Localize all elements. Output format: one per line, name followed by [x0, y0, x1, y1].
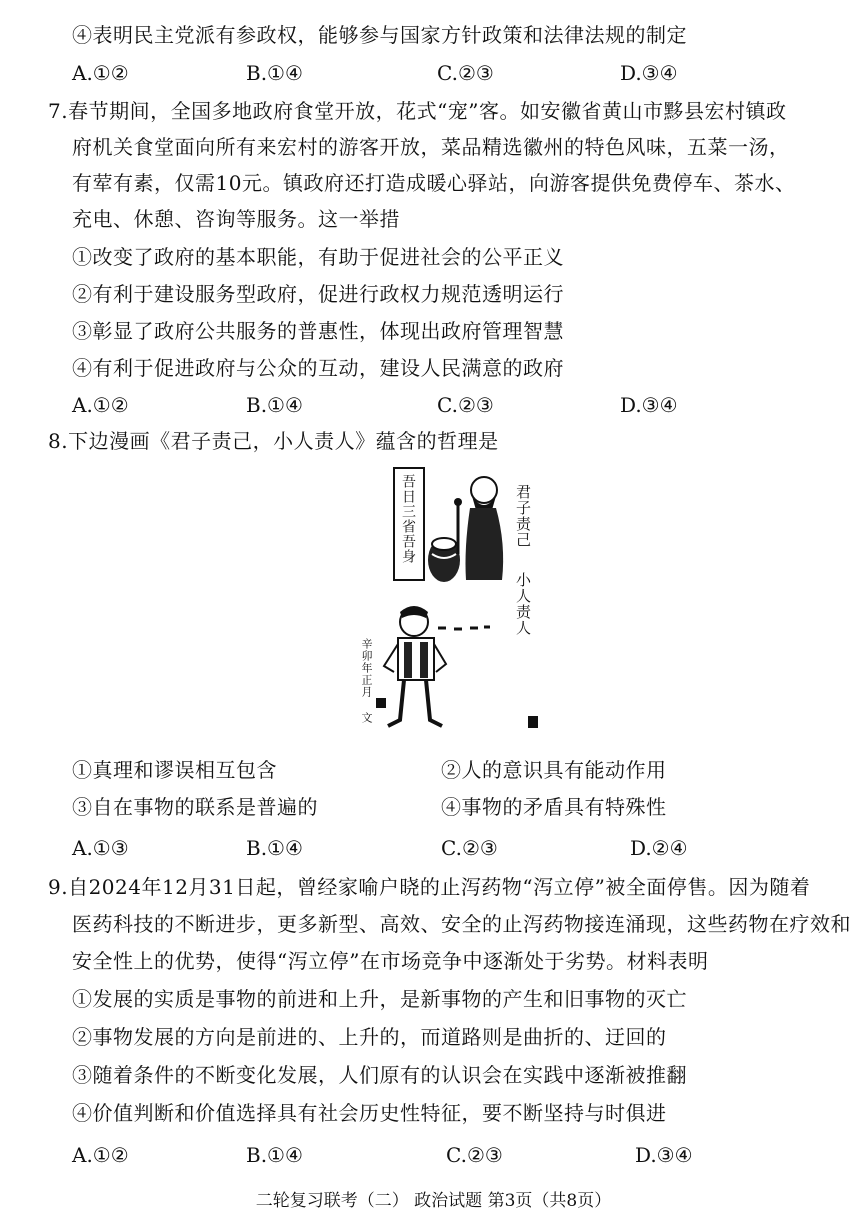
cartoon-caption-xiaoren: 小人责人	[514, 572, 532, 636]
q9-stem-line-3: 安全性上的优势，使得“泻立停”在市场竞争中逐渐处于劣势。材料表明	[72, 949, 709, 973]
q7-item-4: ④有利于促进政府与公众的互动，建设人民满意的政府	[72, 356, 564, 380]
q8-choice-a: A.①③	[72, 836, 129, 860]
q9-item-3: ③随着条件的不断变化发展，人们原有的认识会在实践中逐渐被推翻	[72, 1063, 687, 1087]
q7-choice-a: A.①②	[72, 393, 129, 417]
q7-stem-line-2: 府机关食堂面向所有来宏村的游客开放，菜品精选徽州的特色风味，五菜一汤，	[72, 135, 790, 159]
q6-choice-b: B.①④	[246, 61, 303, 85]
q7-choice-b: B.①④	[246, 393, 303, 417]
q9-choice-b: B.①④	[246, 1143, 303, 1167]
cartoon-caption-junzi: 君子责己	[514, 484, 532, 548]
q8-choice-d: D.②④	[630, 836, 688, 860]
q9-item-1: ①发展的实质是事物的前进和上升，是新事物的产生和旧事物的灭亡	[72, 987, 687, 1011]
q8-stem: 8.下边漫画《君子责己，小人责人》蕴含的哲理是	[48, 429, 499, 453]
q7-choice-d: D.③④	[620, 393, 678, 417]
q6-choice-d: D.③④	[620, 61, 678, 85]
q7-stem-line-4: 充电、休憩、咨询等服务。这一举措	[72, 207, 400, 231]
page-footer: 二轮复习联考（二） 政治试题 第3页（共8页）	[255, 1191, 612, 1211]
q7-item-2: ②有利于建设服务型政府，促进行政权力规范透明运行	[72, 282, 564, 306]
cartoon-signature: 辛卯年正月 文	[360, 638, 373, 724]
q8-item-3: ③自在事物的联系是普遍的	[72, 795, 318, 819]
q8-choice-b: B.①④	[246, 836, 303, 860]
q9-stem-line-2: 医药科技的不断进步，更多新型、高效、安全的止泻药物接连涌现，这些药物在疗效和	[72, 912, 851, 936]
q7-item-1: ①改变了政府的基本职能，有助于促进社会的公平正义	[72, 245, 564, 269]
cartoon-illustration	[332, 462, 580, 744]
q7-choice-c: C.②③	[437, 393, 494, 417]
q6-choice-c: C.②③	[437, 61, 494, 85]
q8-item-1: ①真理和谬误相互包含	[72, 758, 277, 782]
q9-choice-a: A.①②	[72, 1143, 129, 1167]
q9-choice-c: C.②③	[446, 1143, 503, 1167]
q9-item-4: ④价值判断和价值选择具有社会历史性特征，要不断坚持与时俱进	[72, 1101, 667, 1125]
q9-item-2: ②事物发展的方向是前进的、上升的，而道路则是曲折的、迂回的	[72, 1025, 667, 1049]
q8-item-4: ④事物的矛盾具有特殊性	[441, 795, 667, 819]
cartoon-sign-text: 吾日三省吾身	[400, 474, 416, 564]
q9-choice-d: D.③④	[635, 1143, 693, 1167]
q7-stem-line-1: 7.春节期间，全国多地政府食堂开放，花式“宠”客。如安徽省黄山市黟县宏村镇政	[48, 99, 787, 123]
q6-item-4: ④表明民主党派有参政权，能够参与国家方针政策和法律法规的制定	[72, 23, 687, 47]
q6-choice-a: A.①②	[72, 61, 129, 85]
q8-choice-c: C.②③	[441, 836, 498, 860]
q7-item-3: ③彰显了政府公共服务的普惠性，体现出政府管理智慧	[72, 319, 564, 343]
q8-item-2: ②人的意识具有能动作用	[441, 758, 667, 782]
q9-stem-line-1: 9.自2024年12月31日起，曾经家喻户晓的止泻药物“泻立停”被全面停售。因为随着	[48, 875, 811, 899]
q7-stem-line-3: 有荤有素，仅需10元。镇政府还打造成暖心驿站，向游客提供免费停车、茶水、	[72, 171, 796, 195]
